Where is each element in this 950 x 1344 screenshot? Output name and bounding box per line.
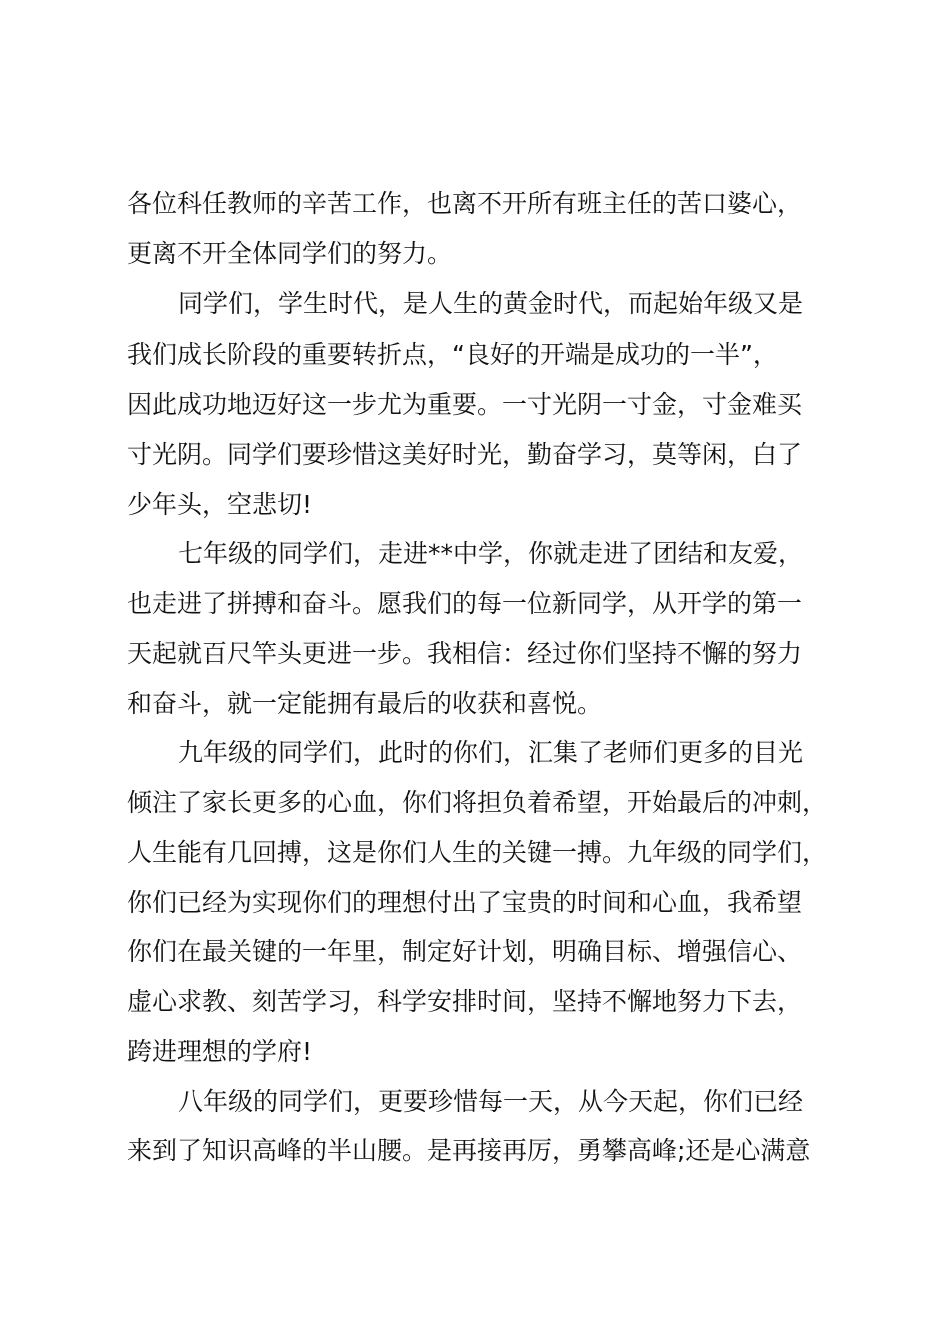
text-line: 和奋斗，就一定能拥有最后的收获和喜悦。 xyxy=(127,689,603,718)
text-line: 天起就百尺竿头更进一步。我相信：经过你们坚持不懈的努力 xyxy=(127,639,803,668)
text-line: 倾注了家长更多的心血，你们将担负着希望，开始最后的冲刺， xyxy=(127,788,828,817)
text-line: 跨进理想的学府! xyxy=(127,1037,313,1066)
text-line: 你们在最关键的一年里，制定好计划，明确目标、增强信心、 xyxy=(127,937,803,966)
text-line: 我们成长阶段的重要转折点，“良好的开端是成功的一半”， xyxy=(127,340,778,369)
paragraph-first-line: 八年级的同学们，更要珍惜每一天，从今天起，你们已经 xyxy=(178,1087,804,1116)
text-line: 人生能有几回搏，这是你们人生的关键一搏。九年级的同学们， xyxy=(127,838,828,867)
text-line: 来到了知识高峰的半山腰。是再接再厉，勇攀高峰;还是心满意 xyxy=(127,1136,811,1165)
text-line: 虚心求教、刻苦学习，科学安排时间，坚持不懈地努力下去， xyxy=(127,987,803,1016)
text-line: 少年头，空悲切! xyxy=(127,490,313,519)
text-line: 你们已经为实现你们的理想付出了宝贵的时间和心血，我希望 xyxy=(127,888,803,917)
text-line: 更离不开全体同学们的努力。 xyxy=(127,239,453,268)
paragraph-first-line: 九年级的同学们，此时的你们，汇集了老师们更多的目光 xyxy=(178,738,804,767)
text-line: 寸光阴。同学们要珍惜这美好时光，勤奋学习，莫等闲，白了 xyxy=(127,440,803,469)
paragraph-first-line: 同学们，学生时代，是人生的黄金时代，而起始年级又是 xyxy=(178,289,804,318)
text-line: 也走进了拼搏和奋斗。愿我们的每一位新同学，从开学的第一 xyxy=(127,589,803,618)
paragraph-first-line: 七年级的同学们，走进**中学，你就走进了团结和友爱， xyxy=(178,539,804,568)
text-line: 各位科任教师的辛苦工作，也离不开所有班主任的苦口婆心， xyxy=(127,189,803,218)
text-line: 因此成功地迈好这一步尤为重要。一寸光阴一寸金，寸金难买 xyxy=(127,390,803,419)
